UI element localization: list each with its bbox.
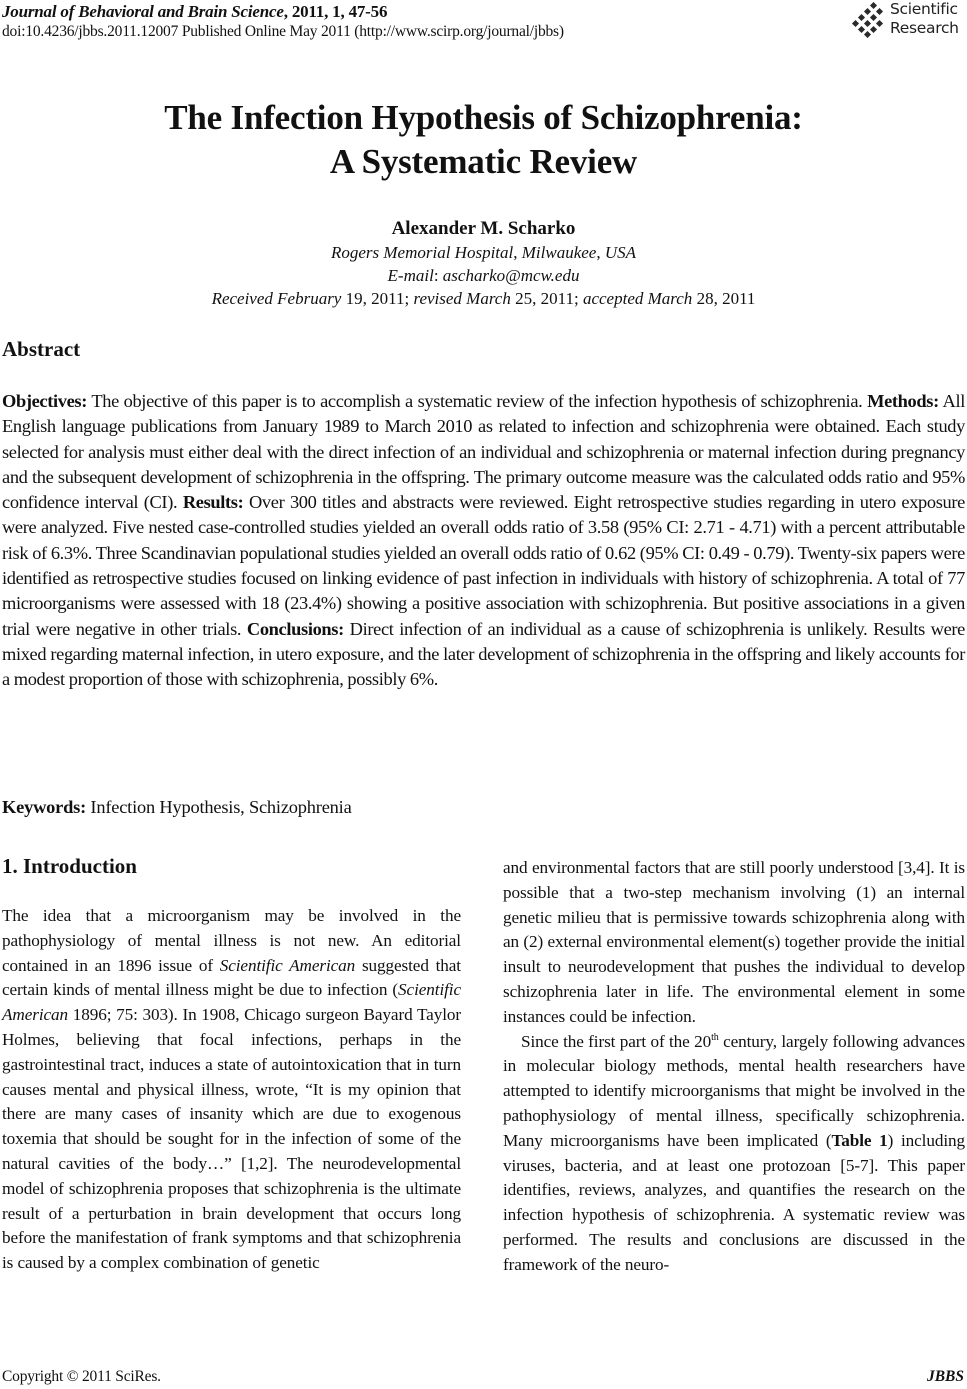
received-date: 19, 2011; <box>341 289 414 308</box>
abstract-body <box>2 389 965 693</box>
abstract-heading: Abstract <box>2 337 81 361</box>
journal-citation <box>2 1 387 23</box>
accepted-label: accepted March <box>582 289 693 308</box>
paper-title-line2: A Systematic Review <box>329 142 638 181</box>
publication-name-italic: Scientific American <box>219 955 356 975</box>
intro-text: Since the first part of the 20 <box>521 1031 712 1051</box>
copyright-notice: Copyright © 2011 SciRes. <box>2 1368 161 1385</box>
objectives-label: Objectives: <box>2 391 88 411</box>
email-address[interactable]: ascharko@mcw.edu <box>442 266 580 285</box>
keywords-label: Keywords: <box>2 797 87 817</box>
publisher-name <box>890 0 959 37</box>
results-text: Over 300 titles and abstracts were reviewed. Eight retrospective studies regarding in utero exposure were analyzed. Five nested case-controlled studies yielded an overall odds ratio of 3.58 (95% CI: 2.71 - 4.71) with a percent attributable risk of 6.3%. Three Scandinavian populational studies yielded an overall odds ratio of 0.62 (95% CI: 0.49 - 0.79). Twenty-six papers were identified as retrospective studies focused on linking evidence of past infection in individuals with history of schizophrenia. A total of 77 microorganisms were assessed with 18 (23.4%) showing a positive association with schizophrenia. But positive associations in a given trial were negative in other trials. <box>2 492 965 639</box>
intro-text: The idea that a microorganism may be involved in the pathophysiology of mental illness is not new. An editorial contained in an 1896 issue of <box>2 906 461 975</box>
methods-text: All English language publications from January 1989 to March 2010 as related to infection and schizophrenia were obtained. Each study selected for analysis must either deal with the direct infection of an individual and schizophrenia or maternal infection during pregnancy and the subsequent development of schizophrenia in the offspring. The primary outcome measure was the calculated odds ratio and 95% confidence interval (CI). <box>2 391 965 513</box>
author-name: Alexander M. Scharko <box>391 218 576 239</box>
conclusions-label: Conclusions: <box>246 618 344 639</box>
affiliation-city: Milwaukee <box>521 243 597 262</box>
revised-label: revised March <box>413 289 511 308</box>
accepted-date: 28, 2011 <box>692 289 756 308</box>
journal-abbreviation: JBBS <box>926 1368 964 1385</box>
affiliation-country: USA <box>604 243 637 262</box>
journal-volume-pages: , 2011, 1, 47-56 <box>283 2 388 21</box>
publication-name-italic: Scientific American <box>2 980 461 1025</box>
journal-name: Journal of Behavioral and Brain Science <box>2 2 284 21</box>
intro-text: 1896; 75: 303). In 1908, Chicago surgeon Bayard Taylor Holmes, believing that focal infections, perhaps in the gastrointestinal tract, induces a state of autointoxication that in turn causes mental and physical illness, wrote, “It is my opinion that there are many cases of insanity which are due to exogenous toxemia that should be sought for in the infection of some of the natural cavities of the body…” [1,2]. The neurodevelopmental model of schizophrenia proposes that schizophrenia is the ultimate result of a perturbation in brain development that occurs long before the manifestation of frank symptoms and that schizophrenia is caused by a complex combination of genetic <box>2 1005 461 1273</box>
affiliation-institution: Rogers Memorial Hospital <box>330 243 514 262</box>
publisher-name-line2: Research <box>890 18 959 37</box>
table-reference[interactable]: Table 1 <box>831 1130 888 1150</box>
intro-text: ) including viruses, bacteria, and at least one protozoan [5-7]. This paper identifies, reviews, analyzes, and quantifies the research on the infection hypothesis of schizophrenia. A systematic review was performed. The results and conclusions are discussed in the framework of the neuro- <box>503 1130 965 1274</box>
publisher-name-line1: Scientific <box>890 0 958 18</box>
publisher-logo <box>850 0 967 42</box>
results-label: Results: <box>182 492 244 513</box>
paper-title-line1: The Infection Hypothesis of Schizophrenia: <box>164 98 803 137</box>
objectives-text: The objective of this paper is to accomplish a systematic review of the infection hypothesis of schizophrenia. <box>87 391 868 411</box>
intro-paragraph-2 <box>503 1030 965 1278</box>
revised-date: 25, 2011; <box>510 289 583 308</box>
conclusions-text: Direct infection of an individual as a cause of schizophrenia is unlikely. Results were mixed regarding maternal infection, in utero exposure, and the later development of schizophrenia in the offspring and likely accounts for a modest proportion of those with schizophrenia, possibly 6%. <box>2 618 965 690</box>
doi-line: doi:10.4236/jbbs.2011.12007 Published Online May 2011 (http://www.scirp.org/journal/jbbs) <box>2 23 564 40</box>
intro-paragraph-1 <box>2 904 461 1276</box>
intro-paragraph-1-continued: and environmental factors that are still poorly understood [3,4]. It is possible that a two-step mechanism involving (1) an internal genetic milieu that is permissive towards schizophrenia along with an (2) external environmental element(s) together provide the initial insult to neurodevelopment that pushes the individual to develop schizophrenia later in life. The environmental element in some instances could be infection. <box>503 858 965 1026</box>
intro-text: suggested that certain kinds of mental illness might be due to infection ( <box>2 955 461 1000</box>
author-affiliation: Rogers Memorial Hospital, Milwaukee, USA <box>330 243 637 262</box>
section-heading-introduction: 1. Introduction <box>2 854 137 878</box>
diamond-grid-logo-icon <box>850 2 886 38</box>
paper-title <box>0 96 967 184</box>
email-label: E-mail <box>387 266 434 285</box>
author-email: E-mail: ascharko@mcw.edu <box>387 266 580 285</box>
publication-dates <box>0 287 967 310</box>
intro-text: century, largely following advances in molecular biology methods, mental health researchers have attempted to identify microorganisms that might be involved in the pathophysiology of mental illness, specifically schizophrenia. Many microorganisms have been implicated ( <box>503 1031 965 1150</box>
methods-label: Methods: <box>867 391 939 411</box>
body-column-right <box>503 856 965 1278</box>
received-label: Received February <box>211 289 342 308</box>
body-column-left <box>2 904 461 1276</box>
ordinal-superscript: th <box>711 1031 719 1043</box>
keywords <box>2 795 352 820</box>
keywords-value: Infection Hypothesis, Schizophrenia <box>86 797 352 817</box>
